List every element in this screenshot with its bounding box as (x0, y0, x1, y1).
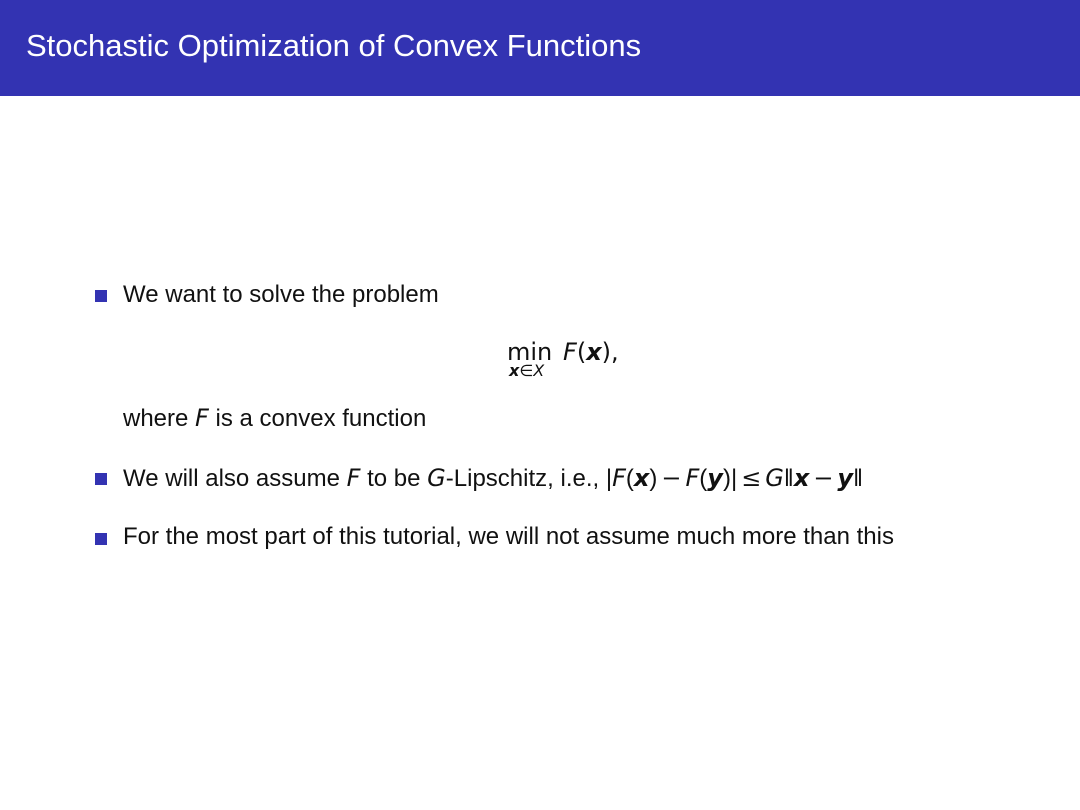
where-post: is a convex function (208, 405, 427, 432)
func-arg: x (586, 338, 602, 366)
bullet-marker-3 (95, 533, 107, 545)
left-paren: ( (576, 338, 587, 366)
x2: x (793, 464, 810, 492)
minus-1: − (661, 464, 682, 492)
x1: x (633, 464, 650, 492)
sub-set: X (533, 361, 545, 380)
b2-var-g: G (427, 464, 446, 492)
slide-title: Stochastic Optimization of Convex Functions (26, 28, 642, 63)
min-operator: min (507, 338, 553, 366)
sub-var: x (509, 361, 520, 380)
abs-open: | (605, 465, 613, 492)
display-equation (507, 337, 647, 387)
f1: F (612, 464, 626, 492)
f2: F (685, 464, 700, 492)
where-line (123, 403, 426, 434)
abs-close: | (730, 465, 738, 492)
leq: ≤ (741, 464, 762, 492)
b2-part-2: to be (360, 465, 428, 492)
bullet-marker-1 (95, 290, 107, 302)
norm-close: ‖ (853, 465, 863, 492)
minus-2: − (813, 464, 834, 492)
b2-var-f: F (346, 464, 361, 492)
rp2: ) (722, 465, 731, 492)
bullet-text-3: For the most part of this tutorial, we will not assume much more than this (123, 523, 894, 550)
lp2: ( (699, 465, 708, 492)
func-name: F (563, 338, 577, 366)
y1: y (707, 464, 723, 492)
lipschitz-formula (606, 465, 863, 492)
b2-part-4: -Lipschitz, i.e., (445, 465, 606, 492)
norm-open: ‖ (783, 465, 794, 492)
lp1: ( (625, 465, 634, 492)
where-var: F (195, 404, 209, 432)
bullet-text-2 (123, 463, 863, 494)
min-subscript (509, 361, 544, 381)
rp1: ) (649, 465, 658, 492)
y2: y (837, 464, 854, 492)
objective-function (563, 337, 619, 367)
sub-in: ∈ (519, 361, 534, 380)
bullet-text-1: We want to solve the problem (123, 281, 439, 308)
bullet-marker-2 (95, 473, 107, 485)
g-const: G (765, 464, 784, 492)
right-paren: ), (601, 338, 619, 366)
where-pre: where (123, 405, 196, 432)
slide-header (0, 0, 1080, 96)
b2-part-0: We will also assume (123, 465, 347, 492)
